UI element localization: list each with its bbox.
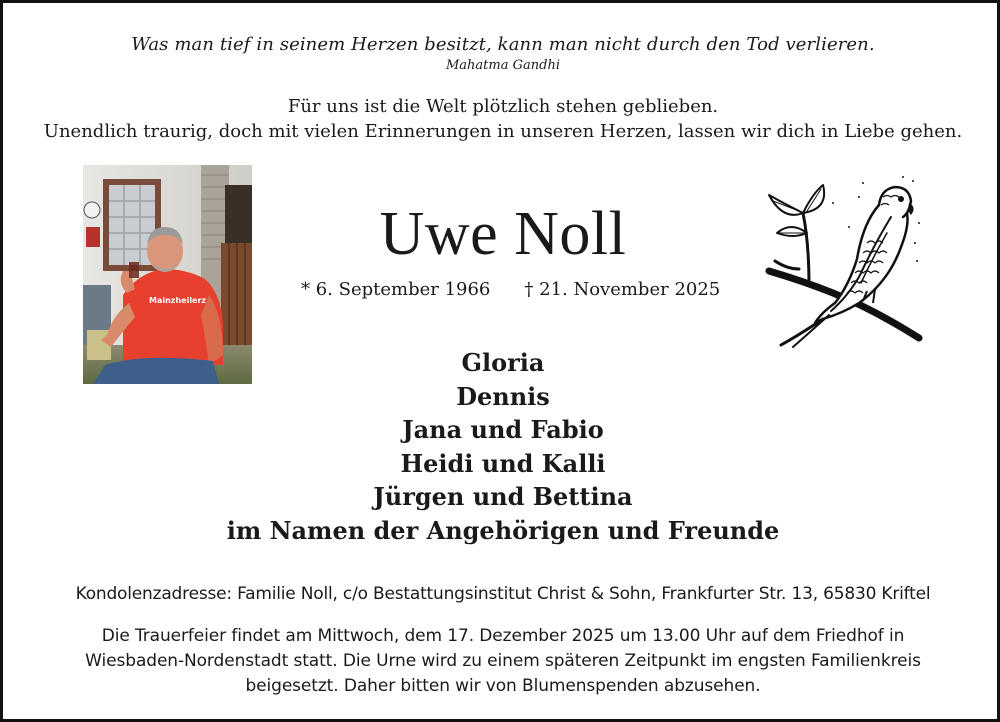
- deceased-name: Uwe Noll: [379, 200, 627, 268]
- shirt-text: Mainzheilerz: [149, 296, 207, 305]
- funeral-info: [3, 624, 1000, 699]
- funeral-info-line: beigesetzt. Daher bitten wir von Blumenspenden abzusehen.: [245, 676, 761, 696]
- life-dates: [301, 279, 720, 300]
- death-date: † 21. November 2025: [524, 279, 721, 300]
- mourner-name: Heidi und Kalli: [400, 448, 606, 478]
- quote-author: Mahatma Gandhi: [446, 58, 560, 73]
- mourners-closing: im Namen der Angehörigen und Freunde: [226, 515, 780, 545]
- birth-date: * 6. September 1966: [301, 279, 491, 300]
- intro-line-1: Für uns ist die Welt plötzlich stehen geblieben.: [287, 96, 719, 117]
- funeral-info-line: Die Trauerfeier findet am Mittwoch, dem 17. Dezember 2025 um 13.00 Uhr auf dem Friedhof in: [101, 626, 905, 646]
- mourner-name: Jana und Fabio: [402, 415, 604, 444]
- condolence-address: Kondolenzadresse: Familie Noll, c/o Bestattungsinstitut Christ & Sohn, Frankfurter Str. 13, 65830 Kriftel: [75, 584, 931, 604]
- mourner-name: Dennis: [456, 381, 550, 411]
- mourners-list: [3, 346, 1000, 547]
- intro-line-2: Unendlich traurig, doch mit vielen Erinnerungen in unseren Herzen, lassen wir dich in Liebe gehen.: [43, 121, 963, 142]
- budgie-drawing: [763, 173, 923, 348]
- quote-text: Was man tief in seinem Herzen besitzt, kann man nicht durch den Tod verlieren.: [131, 34, 875, 55]
- funeral-info-line: Wiesbaden-Nordenstadt statt. Die Urne wird zu einem späteren Zeitpunkt im engsten Familienkreis: [85, 651, 921, 671]
- mourner-name: Jürgen und Bettina: [373, 482, 633, 511]
- mourner-name: Gloria: [461, 348, 545, 377]
